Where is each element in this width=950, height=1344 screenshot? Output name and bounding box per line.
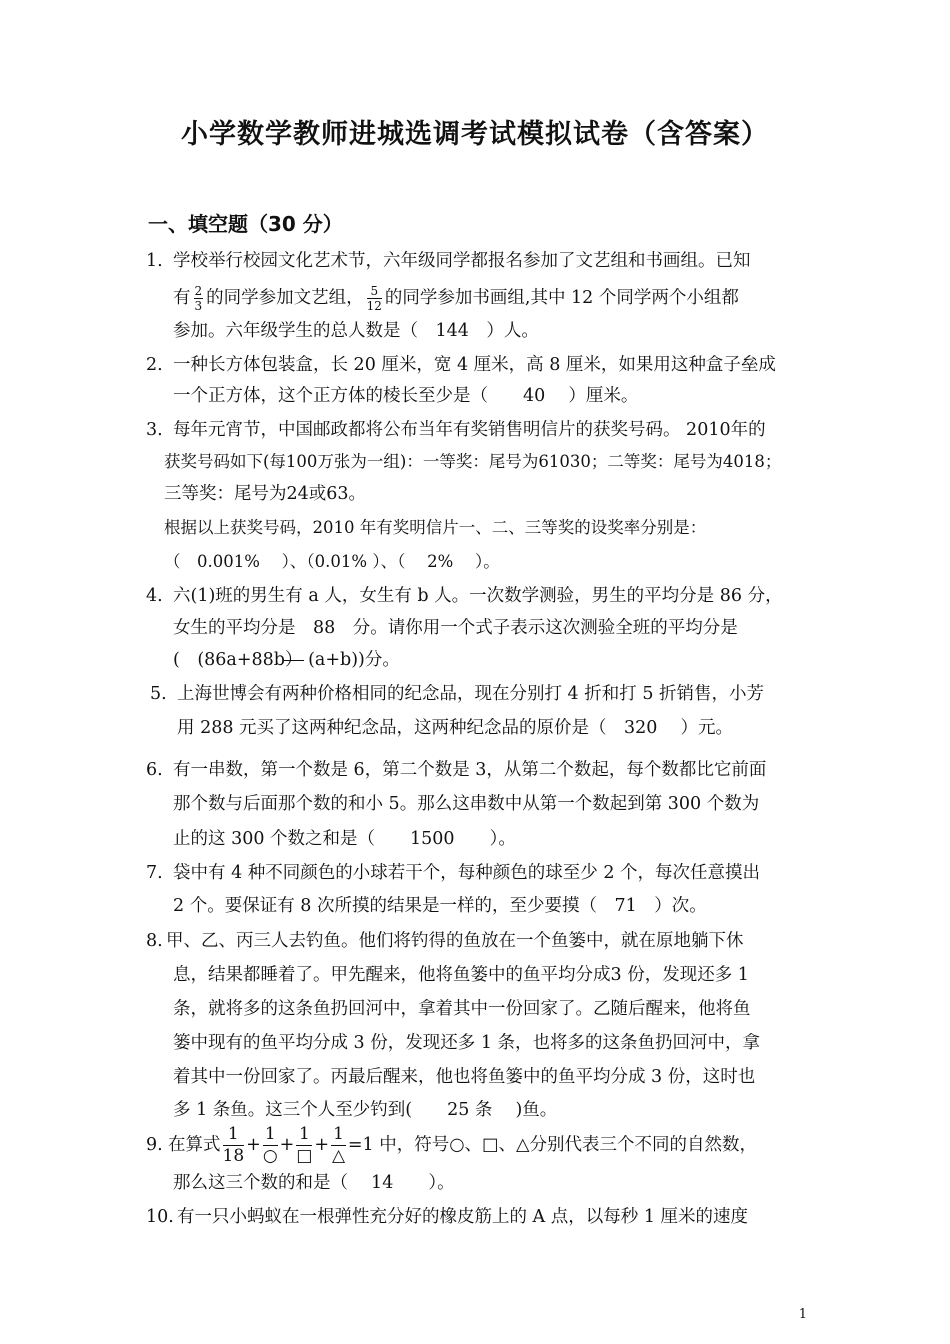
plus-sign: + xyxy=(246,1135,261,1155)
plus-sign: + xyxy=(279,1135,295,1155)
q4-number: 4. xyxy=(146,586,163,606)
q9-number: 9. xyxy=(146,1135,163,1155)
q9-suffix: =1 中，符号○、□、△分别代表三个不同的自然数， xyxy=(347,1135,758,1155)
q8-line-4: 篓中现有的鱼平均分成 3 份，发现还多 1 条，也将多的这条鱼扔回河中，拿 xyxy=(173,1033,761,1053)
fraction-one-over-square: 1 □ xyxy=(296,1124,313,1166)
fraction-one-eighteenth: $\frac{1}{18}$ xyxy=(222,1124,245,1166)
plus-sign: + xyxy=(314,1135,330,1155)
q3-line-3: 三等奖：尾号为24或63。 xyxy=(164,484,367,504)
q9-prefix: 在算式 xyxy=(168,1135,221,1155)
q5-number: 5. xyxy=(150,684,167,704)
q7-line-1: 袋中有 4 种不同颜色的小球若干个，每种颜色的球至少 2 个，每次任意摸出 xyxy=(173,863,761,883)
q3-number: 3. xyxy=(146,420,163,440)
q2-number: 2. xyxy=(146,355,163,375)
q3-line-5: （ 0.001% ）、（0.01% ）、（ 2% ）。 xyxy=(164,552,500,571)
q8-line-1: 甲、乙、丙三人去钓鱼。他们将钓得的鱼放在一个鱼篓中，就在原地躺下休 xyxy=(166,931,744,951)
q8-line-6: 多 1 条鱼。这三个人至少钓到( 25 条 )鱼。 xyxy=(173,1100,558,1120)
q4-struck-char: ） xyxy=(285,650,303,670)
q6-line-2: 那个数与后面那个数的和小 5。那么这串数中从第一个数起到第 300 个数为 xyxy=(173,794,760,814)
q3-line-1: 每年元宵节，中国邮政都将公布当年有奖销售明信片的获奖号码。 2010年的 xyxy=(173,420,766,440)
q10-line-1: 有一只小蚂蚁在一根弹性充分好的橡皮筋上的 A 点，以每秒 1 厘米的速度 xyxy=(177,1207,749,1227)
q2-line-1: 一种长方体包装盒，长 20 厘米，宽 4 厘米，高 8 厘米，如果用这种盒子垒成 xyxy=(173,355,776,375)
q1-line-3: 参加。六年级学生的总人数是（ 144 ）人。 xyxy=(173,321,539,341)
q8-line-5: 着其中一份回家了。丙最后醒来，他也将鱼篓中的鱼平均分成 3 份，这时也 xyxy=(173,1067,756,1087)
q6-number: 6. xyxy=(146,760,163,780)
q4-line-2: 女生的平均分是 88 分。请你用一个式子表示这次测验全班的平均分是 xyxy=(173,618,738,638)
fraction-two-thirds: $\frac{2}{3}$ xyxy=(194,284,203,313)
q1-text-b: 的同学参加文艺组， xyxy=(206,288,364,308)
q8-number: 8. xyxy=(146,931,163,951)
q4-line-1: 六(1)班的男生有 a 人，女生有 b 人。一次数学测验，男生的平均分是 86 分， xyxy=(173,586,783,606)
fraction-one-over-circle: 1 ○ xyxy=(262,1124,278,1166)
q9-line-2: 那么这三个数的和是（ 14 ）。 xyxy=(173,1173,455,1193)
q8-line-2: 息，结果都睡着了。甲先醒来，他将鱼篓中的鱼平均分成3 份，发现还多 1 xyxy=(173,965,749,985)
q5-line-1: 上海世博会有两种价格相同的纪念品，现在分别打 4 折和打 5 折销售，小芳 xyxy=(177,684,765,704)
q1-text-a: 有 xyxy=(173,288,191,308)
q1-text-c: 的同学参加书画组,其中 12 个同学两个小组都 xyxy=(384,288,739,308)
q1-line-2 xyxy=(173,285,739,312)
q3-line-4: 根据以上获奖号码，2010 年有奖明信片一、二、三等奖的设奖率分别是： xyxy=(164,518,707,537)
q6-line-3: 止的这 300 个数之和是（ 1500 ）。 xyxy=(173,829,516,849)
document-title: 小学数学教师进城选调考试模拟试卷（含答案） xyxy=(181,119,769,150)
section-heading: 一、填空题（30 分） xyxy=(148,212,343,236)
q5-line-2: 用 288 元买了这两种纪念品，这两种纪念品的原价是（ 320 ）元。 xyxy=(177,718,733,738)
q4-answer-b: (a+b))分。 xyxy=(302,650,400,670)
fraction-five-twelfths: $\frac{5}{12}$ xyxy=(366,284,382,313)
page-number: 1 xyxy=(798,1307,807,1322)
q2-line-2: 一个正方体，这个正方体的棱长至少是（ 40 ）厘米。 xyxy=(173,386,639,406)
q1-line-1: 学校举行校园文化艺术节，六年级同学都报名参加了文艺组和书画组。已知 xyxy=(173,251,751,271)
q1-number: 1. xyxy=(146,251,163,271)
q3-line-2: 获奖号码如下(每100万张为一组)：一等奖：尾号为61030；二等奖：尾号为4018； xyxy=(164,452,782,471)
q7-number: 7. xyxy=(146,863,163,883)
fraction-one-over-triangle: 1 △ xyxy=(331,1124,346,1166)
q8-line-3: 条，就将多的这条鱼扔回河中，拿着其中一份回家了。乙随后醒来，他将鱼 xyxy=(173,999,751,1019)
q7-line-2: 2 个。要保证有 8 次所摸的结果是一样的，至少要摸（ 71 ）次。 xyxy=(173,896,707,916)
q4-answer-a: ( (86a+88b xyxy=(173,650,285,670)
q10-number: 10. xyxy=(146,1207,174,1227)
q9-line-1 xyxy=(168,1121,757,1169)
q6-line-1: 有一串数，第一个数是 6，第二个数是 3，从第二个数起，每个数都比它前面 xyxy=(173,760,767,780)
q4-line-3 xyxy=(173,649,400,671)
